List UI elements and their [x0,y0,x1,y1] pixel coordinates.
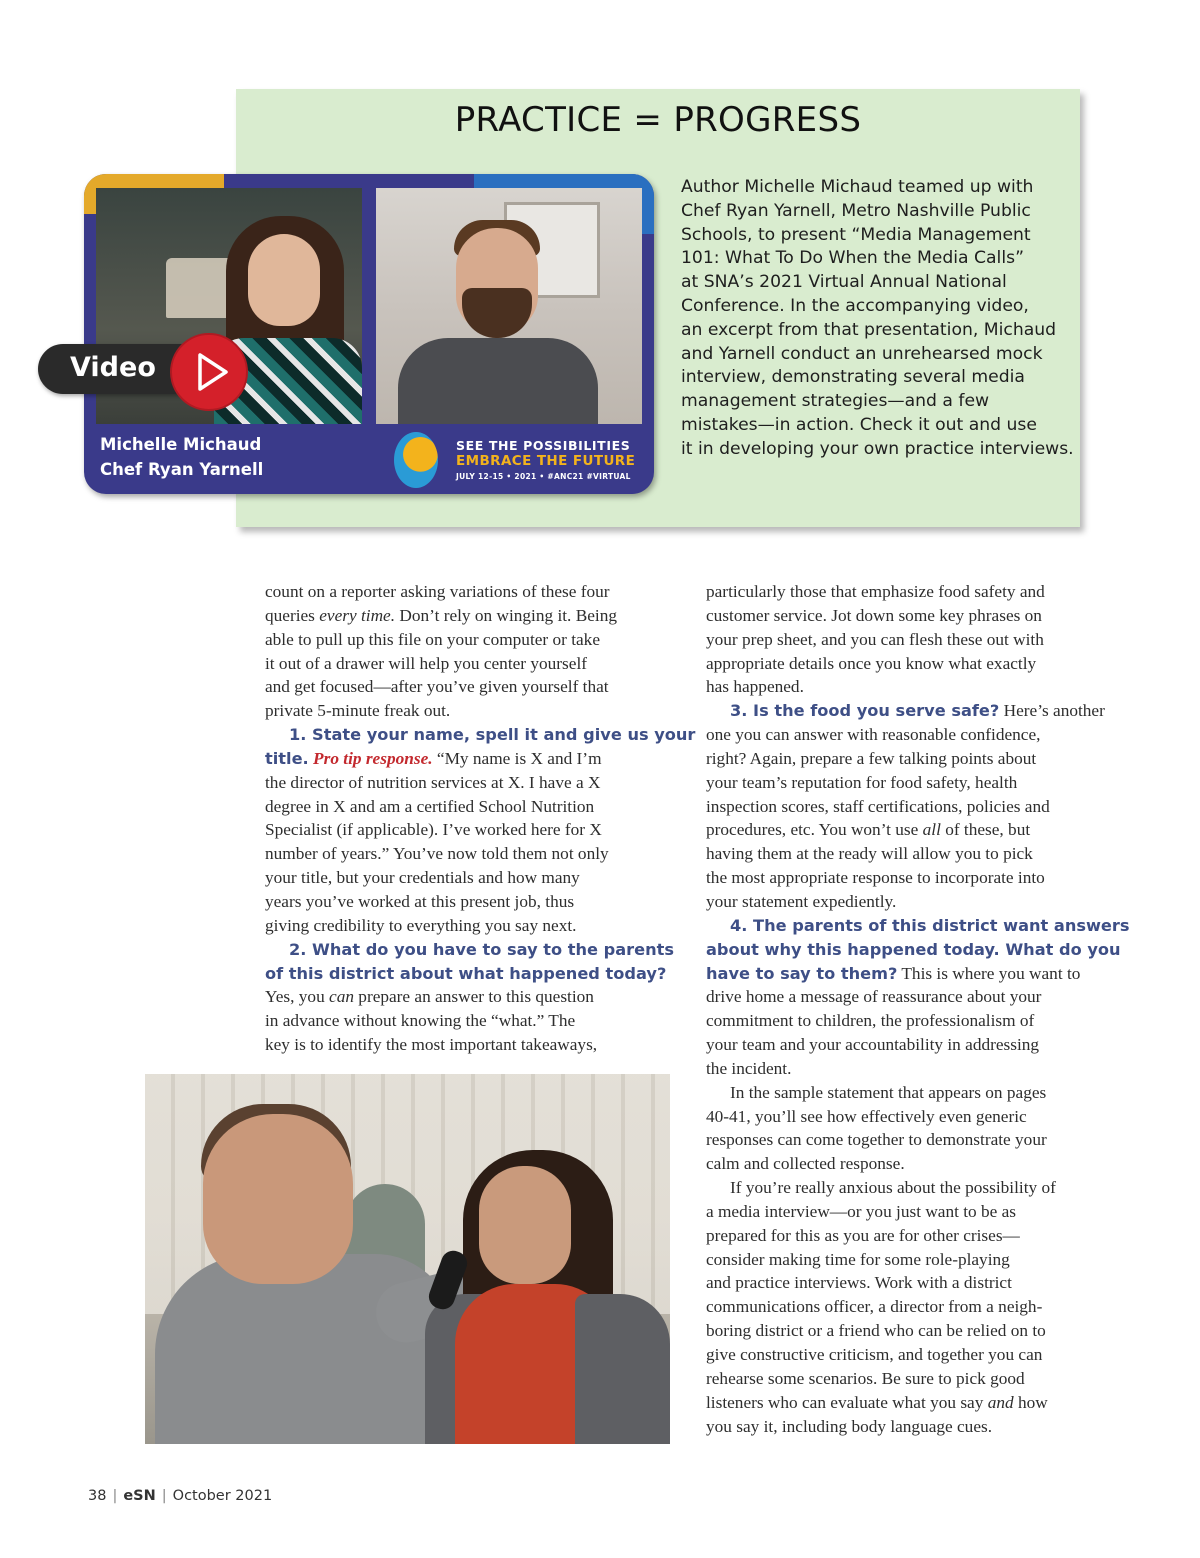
text-line: number of years.” You’ve now told them not only [265,844,609,864]
pro-tip-label: Pro tip response. [313,748,433,768]
sidebar-line: interview, demonstrating several media [681,367,1025,388]
question-heading: have to say to them? [706,963,898,983]
text-line: your statement expediently. [706,891,897,911]
article-column-left [265,580,695,1057]
text-line: your team’s reputation for food safety, health [706,772,1018,792]
question-heading: 3. Is the food you serve safe? [730,701,1000,721]
question-heading: 4. The parents of this district want answers [730,915,1130,935]
text-line: key is to identify the most important takeaways, [265,1035,598,1055]
text-line: If you’re really anxious about the possibility of [730,1178,1056,1198]
issue-date: October 2021 [172,1488,273,1504]
text-line: right? Again, prepare a few talking points about [706,748,1037,768]
sidebar-line: at SNA’s 2021 Virtual Annual National [681,272,1007,293]
sidebar-line: and Yarnell conduct an unrehearsed mock [681,343,1043,364]
page-footer [88,1488,272,1504]
text-line: degree in X and am a certified School Nutrition [265,796,595,816]
sidebar-line: Conference. In the accompanying video, [681,295,1029,316]
sidebar-line: Chef Ryan Yarnell, Metro Nashville Public [681,200,1031,221]
text-line: Specialist (if applicable). I’ve worked here for X [265,820,602,840]
text-line: private 5-minute freak out. [265,701,451,721]
emphasis: every time. [319,605,396,625]
conference-tagline: SEE THE POSSIBILITIES [456,438,631,453]
text-line: the incident. [706,1058,792,1078]
text-line: customer service. Jot down some key phrases on [706,605,1042,625]
page-number: 38 [88,1488,107,1504]
text-line: boring district or a friend who can be relied on to [706,1321,1046,1341]
text-line: prepared for this as you are for other crises— [706,1225,1020,1245]
sidebar-line: 101: What To Do When the Media Calls” [681,248,1024,269]
interviewee-blazer [575,1294,670,1444]
text-line: and practice interviews. Work with a district [706,1273,1012,1293]
text-line: your title, but your credentials and how many [265,868,580,888]
text-line: and get focused—after you’ve given yourself that [265,677,609,697]
text-line: inspection scores, staff certifications, policies and [706,796,1050,816]
play-button[interactable] [170,333,248,411]
text-line: give constructive criticism, and together you can [706,1345,1043,1364]
footer-separator: | [112,1488,118,1504]
text-line: able to pull up this file on your computer or take [265,629,600,649]
text-line: the most appropriate response to incorporate into [706,868,1045,888]
question-heading: title. [265,748,309,768]
question-heading: about why this happened today. What do you [706,939,1121,959]
text-line: commitment to children, the professionalism of [706,1011,1035,1031]
text-line: the director of nutrition services at X. I have a X [265,772,601,792]
sidebar-body [681,176,1073,462]
conference-logo-icon [394,432,438,488]
video-thumbnail[interactable] [84,174,654,494]
text-line: procedures, etc. You won’t use all of these, but [706,820,1031,840]
interview-photo [145,1074,670,1444]
sidebar-line: an excerpt from that presentation, Michaud [681,319,1057,340]
sidebar-line: management strategies—and a few [681,391,990,412]
text-line: particularly those that emphasize food safety and [706,582,1045,601]
text-line: 3. Is the food you serve safe? Here’s another [730,701,1105,721]
text-line: one you can answer with reasonable confidence, [706,725,1041,745]
sidebar-line: Author Michelle Michaud teamed up with [681,177,1034,197]
interviewee-face [479,1166,571,1284]
text-line: years you’ve worked at this present job, thus [265,891,575,911]
sidebar-line: Schools, to present “Media Management [681,224,1031,245]
conference-tagline: EMBRACE THE FUTURE [456,453,636,469]
footer-separator: | [161,1488,167,1504]
text-line: appropriate details once you know what exactly [706,653,1037,673]
emphasis: can [329,987,354,1007]
text-line: consider making time for some role-playing [706,1249,1010,1269]
text-line: Yes, you can prepare an answer to this question [265,987,594,1007]
speaker-names [100,432,263,482]
question-heading: 1. State your name, spell it and give us your [289,725,696,745]
text-line: 40-41, you’ll see how effectively even generic [706,1106,1027,1126]
text-line: queries every time. Don’t rely on winging it. Being [265,605,617,625]
text-line: your team and your accountability in addressing [706,1035,1040,1055]
text-line: have to say to them? This is where you want to [706,963,1081,983]
text-line: In the sample statement that appears on pages [730,1082,1047,1102]
text-line: having them at the ready will allow you to pick [706,844,1033,864]
text-line: a media interview—or you just want to be as [706,1201,1017,1221]
text-line: in advance without knowing the “what.” The [265,1011,576,1031]
speaker-jacket [398,338,598,424]
speaker-face [248,234,320,326]
sidebar-line: mistakes—in action. Check it out and use [681,414,1037,435]
emphasis: all [922,820,941,840]
question-heading: of this district about what happened today? [265,963,667,983]
text-line: count on a reporter asking variations of these four [265,582,610,601]
publication-name: eSN [123,1488,156,1504]
text-line: your prep sheet, and you can flesh these out with [706,629,1044,649]
speaker-name: Michelle Michaud [100,435,262,454]
question-heading: 2. What do you have to say to the parents [289,939,674,959]
text-line: calm and collected response. [706,1154,905,1174]
text-line: giving credibility to everything you say next. [265,915,577,935]
text-line: has happened. [706,677,804,697]
play-icon [172,335,246,409]
text-line: communications officer, a director from a neigh- [706,1297,1043,1317]
text-line: you say it, including body language cues. [706,1416,993,1436]
speaker-beard [462,288,532,338]
text-line: listeners who can evaluate what you say and how [706,1392,1048,1412]
text-line: drive home a message of reassurance about your [706,987,1042,1007]
article-column-right [706,580,1130,1438]
video-label[interactable]: Video [70,352,156,383]
conference-dates: JULY 12-15 • 2021 • #ANC21 #VIRTUAL [456,472,631,481]
speaker-name: Chef Ryan Yarnell [100,460,264,479]
sidebar-line: it in developing your own practice interviews. [681,438,1074,459]
reporter-head [203,1114,353,1284]
emphasis: and [987,1392,1014,1412]
speaker-video-yarnell [376,188,642,424]
text-line: responses can come together to demonstrate your [706,1130,1047,1150]
sidebar-title: PRACTICE = PROGRESS [454,100,862,140]
text-line: rehearse some scenarios. Be sure to pick good [706,1368,1025,1388]
text-line: title. Pro tip response. “My name is X and I’m [265,748,602,768]
text-line: it out of a drawer will help you center yourself [265,653,587,673]
